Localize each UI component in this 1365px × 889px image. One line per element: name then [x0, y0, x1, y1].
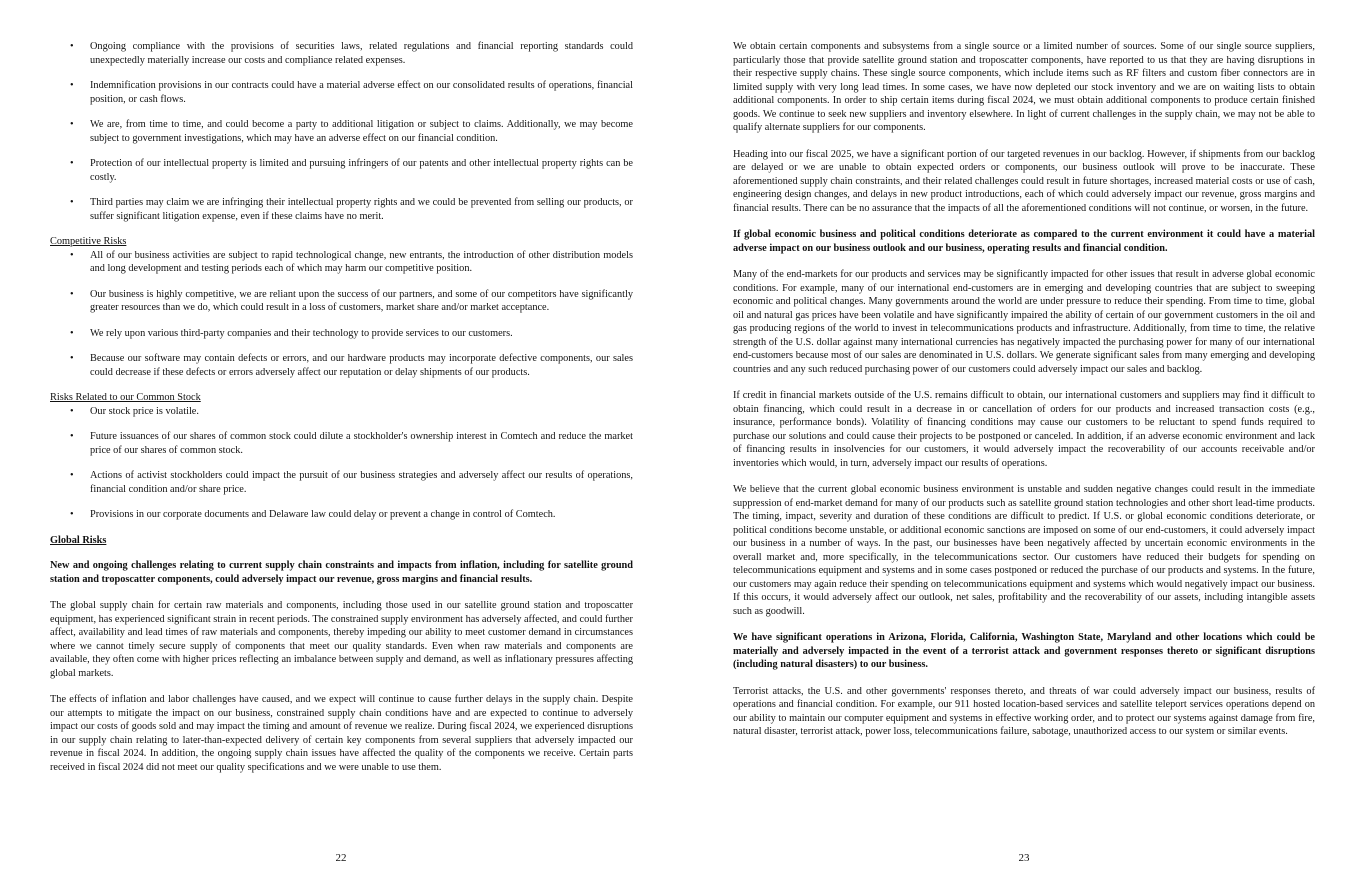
- intro-bullet-list: [50, 40, 633, 223]
- list-item: • Future issuances of our shares of common stock could dilute a stockholder's ownership interest in Comtech and reduce the market price of our shares of common stock.: [70, 431, 633, 456]
- list-item: • We rely upon various third-party companies and their technology to provide services to our customers.: [70, 327, 513, 339]
- competitive-bullet-list: [50, 249, 633, 380]
- page-22: [0, 0, 682, 889]
- bullet-icon: •: [70, 119, 74, 130]
- bullet-icon: •: [70, 158, 74, 169]
- global-risks-heading: Global Risks: [50, 534, 107, 546]
- list-item: • Provisions in our corporate documents and Delaware law could delay or prevent a change in control of Comtech.: [70, 509, 556, 520]
- credit-markets-paragraph: If credit in financial markets outside of the U.S. remains difficult to obtain, our international customers and suppliers may find it difficult to obtain financing, which could result in a decrease in or cancellation of orders for our products and increased transaction costs (e.g., insurance, performance bonds). Volatility of financing conditions may cause our customers to be reluctant to spend funds required to purchase our solutions and could cause their projects to be postponed or canceled. In addition, if an adverse economic environment and lack of financing results in insolvencies for our customers, it would adversely impact the recoverability of our accounts receivable and/or inventories which would, in turn, adversely impact our results of operations.: [733, 390, 1315, 469]
- bullet-icon: •: [70, 431, 74, 442]
- backlog-paragraph: Heading into our fiscal 2025, we have a significant portion of our targeted revenues in our backlog. However, if shipments from our backlog are delayed or we are unable to obtain expected orders or components, our business outlook will prove to be inaccurate. These aforementioned supply chain constraints, and their related challenges could result in future shortages, increased material costs or use of cash, engineering design changes, and delays in new product introductions, each of which could adversely impact our revenue, gross margins and financial results. There can be no assurance that the impacts of all the aforementioned conditions will not continue, or worsen, in the future.: [733, 148, 1315, 214]
- bullet-icon: •: [70, 405, 74, 417]
- bullet-icon: •: [70, 509, 74, 520]
- page-number: 22: [335, 852, 347, 864]
- economic-conditions-risk-heading: If global economic business and political conditions deteriorate as compared to the current environment it could have a material adverse impact on our business outlook and our business, operating results and financial condition.: [733, 229, 1315, 254]
- list-item: • We are, from time to time, and could become a party to additional litigation or subject to claims. Additionally, we may become subject to government investigations, which may have an adverse effect on our financial condition.: [70, 119, 633, 144]
- stock-bullet-list: [50, 405, 633, 522]
- bullet-icon: •: [70, 197, 74, 208]
- bullet-icon: •: [70, 470, 74, 481]
- economic-environment-paragraph: We believe that the current global economic business environment is unstable and sudden negative changes could result in the immediate suppression of end-market demand for many of our products such as satellite ground station technologies and other short lead-time products. The timing, impact, severity and duration of these conditions are difficult to predict. If U.S. or global economic conditions deteriorate, or political conditions become unstable, or additional economic sanctions are imposed on some of our end-customers, it could adversely impact our business in a number of ways. In the past, our businesses have been negatively affected by uncertain economic environments in the overall market and, more specifically, in the telecommunications sector. Our customers have reduced their budgets for spending on telecommunications equipment and systems and in some cases postponed or reduced the purchase of our products and systems. In the future, our customers may again reduce their spending on telecommunications equipment and systems which would negatively impact our business. If this occurs, it would adversely affect our outlook, net sales, profitability and the recoverability of our assets, including intangible assets such as goodwill.: [733, 484, 1315, 617]
- bullet-icon: •: [70, 288, 74, 300]
- list-item: • All of our business activities are subject to rapid technological change, new entrants, the introduction of other distribution models and long development and testing periods each of which may harm our competitive position.: [70, 249, 633, 274]
- supply-chain-risk-heading: New and ongoing challenges relating to current supply chain constraints and impacts from inflation, including for satellite ground station and troposcatter components, could adversely impact our revenue, gross margins and financial results.: [50, 560, 633, 585]
- bullet-icon: •: [70, 249, 74, 261]
- right-column: [733, 40, 1315, 752]
- supply-chain-paragraph-1: The global supply chain for certain raw materials and components, including those used in our satellite ground station and troposcatter equipment, has experienced significant strain in recent periods. The constrained supply environment has adversely affected, and could further affect, availability and lead times of raw materials and components, thereby impeding our ability to meet customer demand in circumstances where we cannot timely secure supply of components that meet our quality standards. Even when raw materials and components are available, they often come with higher prices reflecting an imbalance between supply and demand, as well as inflationary pressures affecting global markets.: [50, 600, 633, 679]
- bullet-icon: •: [70, 353, 74, 364]
- list-item: • Actions of activist stockholders could impact the pursuit of our business strategies and adversely affect our results of operations, financial condition and/or share price.: [70, 470, 633, 495]
- supply-chain-paragraph-2: The effects of inflation and labor challenges have caused, and we expect will continue to cause further delays in the supply chain. Despite our attempts to mitigate the impact on our business, constrained supply chain conditions have and are expected to continue to adversely impact our costs of goods sold and may impact the timing and amount of revenue we realize. During fiscal 2024, we experienced disruptions in our supply chain relating to later-than-expected delivery of certain key components from several suppliers that adversely impacted our revenue in fiscal 2024. In addition, the ongoing supply chain issues have affected the quality of the components we receive. Certain parts received in fiscal 2024 did not meet our quality specifications and we were unable to use them.: [50, 694, 633, 773]
- terrorist-attacks-paragraph: Terrorist attacks, the U.S. and other governments' responses thereto, and threats of war could adversely impact our business, results of operations and financial condition. For example, our 911 hosted location-based services and satellite teleport services operations depend on our ability to maintain our computer equipment and systems in effective working order, and to protect our systems against damage from fire, natural disaster, terrorist attack, power loss, telecommunications failure, sabotage, unauthorized access to our system or similar events.: [733, 685, 1315, 737]
- single-source-paragraph: We obtain certain components and subsystems from a single source or a limited number of sources. Some of our single source suppliers, particularly those that provide satellite ground station and troposcatter components, have reported to us that they are having disruptions in their respective supply chains. These single source components, which include items such as RF filters and custom fiber connectors are in limited supply with very long lead times. In some cases, we have now depleted our stock inventory and we are on waiting lists to obtain additional components. In order to ship certain items during fiscal 2024, we must obtain additional components to produce certain finished goods. We continue to seek new suppliers and inventory elsewhere. In light of current challenges in the supply chain, we may not be able to qualify alternate suppliers for our components.: [733, 41, 1315, 133]
- bullet-icon: •: [70, 80, 74, 91]
- list-item: • Third parties may claim we are infringing their intellectual property rights and we could be prevented from selling our products, or suffer significant litigation expense, even if these claims have no merit.: [70, 197, 633, 222]
- common-stock-risks-heading: Risks Related to our Common Stock: [50, 392, 201, 403]
- list-item: • Because our software may contain defects or errors, and our hardware products may incorporate defective components, our sales could decrease if these defects or errors adversely affect our reputation or delay shipments of our products.: [70, 353, 633, 378]
- list-item: • Protection of our intellectual property is limited and pursuing infringers of our patents and other intellectual property rights can be costly.: [70, 158, 633, 183]
- bullet-icon: •: [70, 327, 74, 339]
- list-item: • Indemnification provisions in our contracts could have a material adverse effect on our consolidated results of operations, financial position, or cash flows.: [70, 80, 633, 105]
- operations-locations-risk-heading: We have significant operations in Arizona, Florida, California, Washington State, Maryland and other locations which could be materially and adversely impacted in the event of a terrorist attack and government responses thereto or significant disruptions (including natural disasters) to our business.: [733, 632, 1315, 670]
- bullet-icon: •: [70, 41, 74, 52]
- page-23: [683, 0, 1365, 889]
- list-item: • Our business is highly competitive, we are reliant upon the success of our partners, and some of our competitors have significantly greater resources than we do, which could result in a loss of customers, market share and/or market acceptance.: [70, 288, 633, 313]
- list-item: • Ongoing compliance with the provisions of securities laws, related regulations and financial reporting standards could unexpectedly materially increase our costs and compliance related expenses.: [70, 41, 633, 66]
- list-item: • Our stock price is volatile.: [70, 405, 199, 417]
- left-column: [50, 40, 633, 787]
- page-number: 23: [1018, 852, 1030, 864]
- competitive-risks-heading: Competitive Risks: [50, 236, 127, 247]
- end-markets-paragraph: Many of the end-markets for our products and services may be significantly impacted for other issues that result in adverse global economic conditions. For example, many of our international end-customers are in emerging and developing countries that are subject to sweeping economic and political changes. Many governments around the world are under pressure to reduce their spending. From time to time, global oil and natural gas prices have been volatile and have significantly impaired the ability of certain of our government customers in the oil and gas producing regions of the world to invest in telecommunications products and infrastructure. Additionally, from time to time, the relative strength of the U.S. dollar against many international currencies has negatively impacted the purchasing power for many of our international end-customers because most of our sales are denominated in U.S. dollars. We generate significant sales from many emerging and developing countries and any such reduced purchasing power of our customers could adversely impact our sales and backlog.: [733, 269, 1315, 375]
